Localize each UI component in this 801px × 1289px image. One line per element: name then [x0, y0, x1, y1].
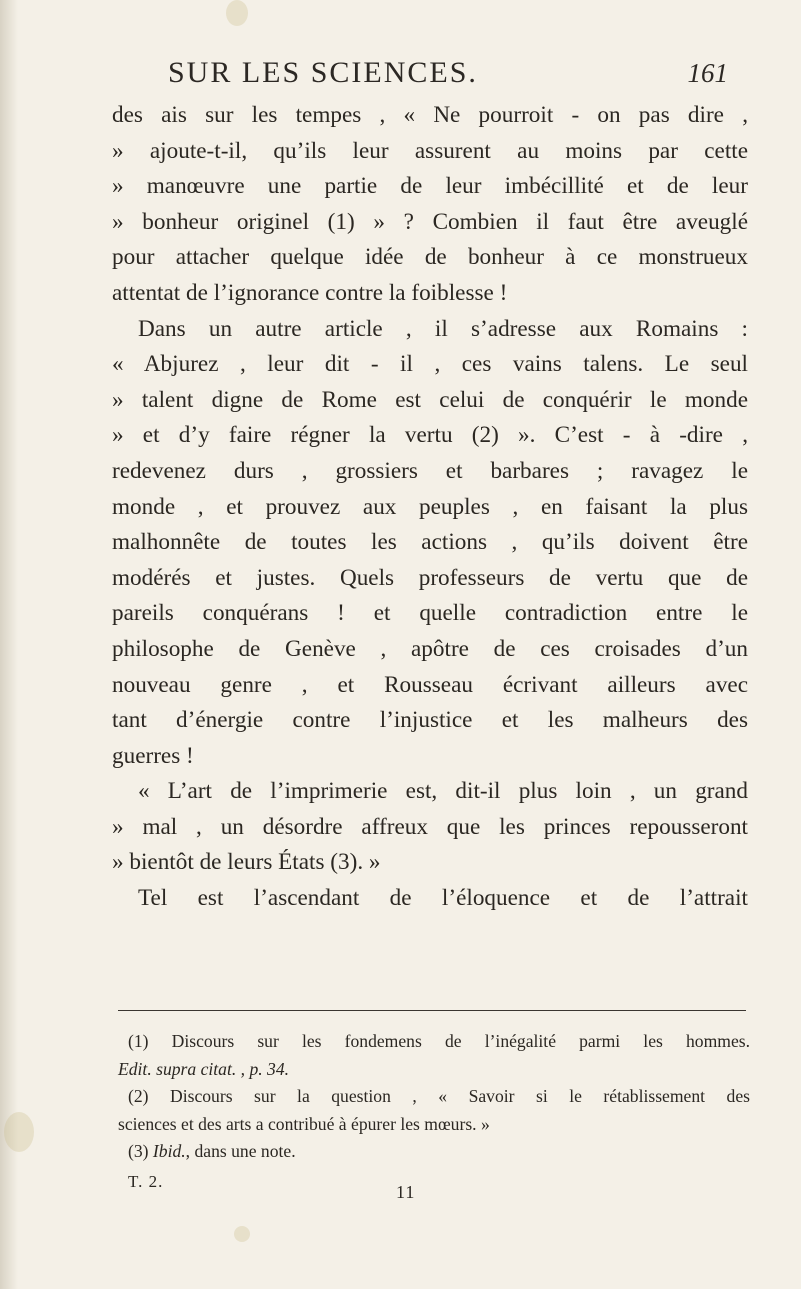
text-line: « Abjurez , leur dit - il , ces vains talens. Le seul	[112, 351, 748, 378]
text-line: tant d’énergie contre l’injustice et les malheurs des	[112, 707, 748, 734]
text-line: Dans un autre article , il s’adresse aux Romains :	[138, 315, 748, 342]
text-line: » manœuvre une partie de leur imbécillité et de leur	[112, 173, 748, 200]
text-line: guerres !	[112, 742, 194, 769]
footnote-2-continuation: sciences et des arts a contribué à épurer les mœurs. »	[118, 1113, 490, 1134]
text-line: des ais sur les tempes , « Ne pourroit - on pas dire ,	[112, 102, 748, 128]
footnote-2: (2) Discours sur la question , « Savoir si le rétablissement des	[128, 1086, 750, 1106]
footnote-3-ibid: Ibid.	[152, 1141, 186, 1161]
text-line: redevenez durs , grossiers et barbares ; ravagez le	[112, 457, 748, 484]
text-line: « L’art de l’imprimerie est, dit-il plus loin , un grand	[138, 778, 748, 805]
text-line: modérés et justes. Quels professeurs de vertu que de	[112, 564, 748, 591]
text-line: » bientôt de leurs États (3). »	[112, 849, 381, 876]
footnote-3	[118, 1138, 750, 1166]
footnote-1-citation: Edit. supra citat. , p. 34.	[118, 1058, 290, 1079]
text-line: Tel est l’ascendant de l’éloquence et de l’attrait	[138, 885, 748, 912]
text-line: monde , et prouvez aux peuples , en faisant la plus	[112, 493, 748, 520]
footnote-1-continuation	[118, 1056, 750, 1084]
text-line: nouveau genre , et Rousseau écrivant ailleurs avec	[112, 671, 748, 698]
footnote-3-rest: , dans une note.	[185, 1141, 296, 1161]
text-line: » et d’y faire régner la vertu (2) ». C’est - à -dire ,	[112, 422, 748, 449]
paper-stain	[226, 0, 248, 26]
text-line: » ajoute-t-il, qu’ils leur assurent au moins par cette	[112, 137, 748, 164]
footnote-3-ref: (3)	[128, 1141, 149, 1161]
page-number: 161	[687, 58, 728, 88]
footnote-1: (1) Discours sur les fondemens de l’inégalité parmi les hommes.	[128, 1031, 750, 1051]
signature-mark: 11	[396, 1182, 416, 1202]
page-binding-shadow	[0, 0, 18, 1289]
tome-mark: T. 2.	[128, 1172, 164, 1191]
text-line: » mal , un désordre affreux que les princes repousseront	[112, 813, 748, 840]
text-line: philosophe de Genève , apôtre de ces croisades d’un	[112, 635, 748, 662]
text-line: malhonnête de toutes les actions , qu’ils doivent être	[112, 529, 748, 556]
text-line: » bonheur originel (1) » ? Combien il faut être aveuglé	[112, 208, 748, 235]
running-head	[168, 56, 728, 96]
page-footer	[128, 1172, 718, 1202]
paper-stain	[4, 1112, 34, 1152]
paper-stain	[234, 1226, 250, 1242]
footnote-rule	[118, 1010, 746, 1011]
body-text	[112, 98, 748, 917]
text-line: attentat de l’ignorance contre la foiblesse !	[112, 279, 508, 306]
footnotes	[118, 1028, 750, 1166]
text-line: pareils conquérans ! et quelle contradiction entre le	[112, 600, 748, 627]
text-line: pour attacher quelque idée de bonheur à ce monstrueux	[112, 244, 748, 271]
running-title: SUR LES SCIENCES.	[168, 56, 478, 89]
text-line: » talent digne de Rome est celui de conquérir le monde	[112, 386, 748, 413]
